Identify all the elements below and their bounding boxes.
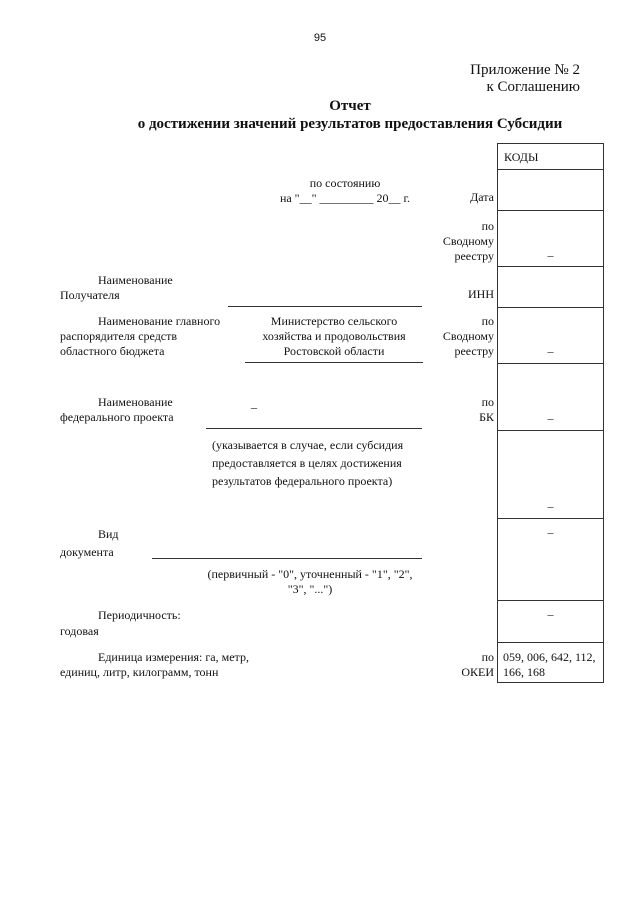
label-line: Получателя [60, 288, 120, 302]
codes-row-divider [498, 642, 603, 643]
federal-project-note [212, 436, 403, 490]
label-document-type [60, 525, 119, 561]
okei-line: 059, 006, 642, 112, [503, 650, 596, 664]
label-line: по [481, 395, 494, 409]
recipient-underline [228, 306, 422, 307]
okei-line: 166, 168 [503, 665, 545, 679]
label-line: реестру [454, 344, 494, 358]
label-date: Дата [470, 190, 494, 204]
label-line: Единица измерения: га, метр, [98, 650, 249, 664]
ministry-name [245, 314, 423, 359]
note-line: результатов федерального проекта) [212, 474, 393, 488]
appendix-header [470, 62, 580, 96]
label-line: областного бюджета [60, 344, 165, 358]
label-line: распорядителя средств [60, 329, 178, 343]
codes-row-divider [498, 430, 603, 431]
label-federal-project [60, 395, 174, 425]
report-title-line-2: о достижении значений результатов предоставления Субсидии [137, 116, 563, 132]
code-periodicity: – [547, 607, 554, 621]
label-line: по [481, 650, 494, 664]
appendix-line-2: к Соглашению [486, 79, 580, 95]
label-consolidated-registry-1 [420, 219, 494, 264]
label-line: Сводному [442, 329, 494, 343]
label-line: реестру [454, 249, 494, 263]
label-line: БК [479, 410, 494, 424]
label-line: Вид [98, 527, 119, 541]
codes-row-divider [498, 600, 603, 601]
codes-row-divider [498, 518, 603, 519]
label-line: документа [60, 545, 114, 559]
code-registry-2: – [547, 344, 554, 358]
codes-row-divider [498, 363, 603, 364]
appendix-line-1: Приложение № 2 [470, 62, 580, 78]
report-title-line-1: Отчет [329, 98, 371, 114]
code-registry-1: – [547, 248, 554, 262]
code-document-type: – [547, 525, 554, 539]
note-line: "3", "...") [287, 582, 333, 596]
label-line: федерального проекта [60, 410, 174, 424]
codes-row-divider [498, 307, 603, 308]
ministry-line: Министерство сельского [270, 314, 398, 328]
as-of-date [270, 176, 420, 206]
page-number: 95 [313, 32, 327, 44]
ministry-line: хозяйства и продовольствия [262, 329, 406, 343]
codes-row-divider [498, 266, 603, 267]
label-line: Сводному [442, 234, 494, 248]
federal-project-underline [206, 428, 422, 429]
label-line: Периодичность: [98, 608, 181, 622]
label-line: ОКЕИ [461, 665, 494, 679]
code-bk: – [547, 411, 554, 425]
label-line: Наименование главного [98, 314, 221, 328]
label-line: по [481, 314, 494, 328]
label-line: Наименование [98, 273, 173, 287]
document-type-note [190, 567, 430, 597]
label-recipient [60, 273, 173, 303]
label-okei [420, 650, 494, 680]
note-line: (указывается в случае, если субсидия [212, 438, 404, 452]
as-of-line-1: по состоянию [309, 176, 381, 190]
label-unit [60, 650, 249, 680]
label-consolidated-registry-2 [420, 314, 494, 359]
ministry-underline [245, 362, 423, 363]
codes-row-divider [498, 169, 603, 170]
label-line: единиц, литр, килограмм, тонн [60, 665, 219, 679]
codes-table [497, 143, 604, 683]
code-federal-project: – [547, 499, 554, 513]
as-of-line-2: на "__" _________ 20__ г. [279, 191, 411, 205]
codes-header: КОДЫ [504, 150, 539, 164]
label-bk [420, 395, 494, 425]
federal-project-value: _ [251, 396, 257, 410]
code-okei [503, 650, 596, 680]
label-line: годовая [60, 624, 99, 638]
note-line: предоставляется в целях достижения [212, 456, 402, 470]
label-periodicity [60, 607, 181, 639]
label-line: Наименование [98, 395, 173, 409]
document-type-underline [152, 558, 422, 559]
ministry-line: Ростовской области [283, 344, 385, 358]
label-chief-administrator [60, 314, 220, 359]
report-title [0, 97, 640, 133]
note-line: (первичный - "0", уточненный - "1", "2", [207, 567, 413, 581]
label-inn: ИНН [468, 287, 494, 301]
codes-row-divider [498, 210, 603, 211]
label-line: по [481, 219, 494, 233]
